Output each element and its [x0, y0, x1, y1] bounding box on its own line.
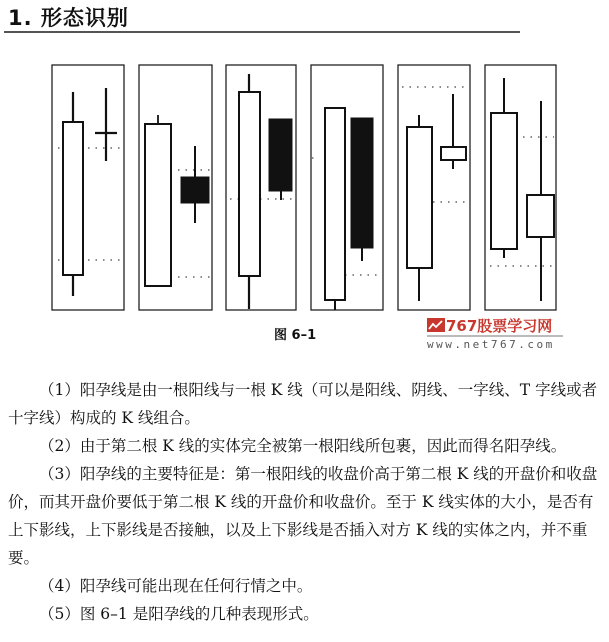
guide-lines [58, 87, 554, 277]
panel-frames [52, 65, 556, 310]
figure-caption: 图 6–1 [274, 328, 317, 343]
watermark-divider [427, 335, 563, 337]
panel-4 [325, 108, 373, 310]
paragraph-5: （5）图 6–1 是阳孕线的几种表现形式。 [39, 605, 319, 623]
watermark-site-name: 767股票学习网 [446, 317, 553, 335]
paragraph-1: （1）阳孕线是由一根阳线与一根 K 线（可以是阳线、阴线、一字线、T 字线或者十字线）构成的 K 线组合。 [8, 381, 598, 427]
trend-chart-icon [427, 318, 445, 332]
paragraph-2: （2）由于第二根 K 线的实体完全被第一根阳线所包裹，因此而得名阳孕线。 [39, 437, 567, 455]
watermark-url: www.net767.com [427, 338, 555, 351]
section-title: 1. 形态识别 [8, 6, 129, 30]
watermark [427, 318, 562, 358]
panel-3 [239, 74, 292, 309]
panel-6 [491, 78, 554, 301]
panel-1 [63, 88, 117, 296]
paragraph-4: （4）阳孕线可能出现在任何行情之中。 [39, 577, 313, 595]
panel-5 [407, 94, 466, 301]
paragraph-3: （3）阳孕线的主要特征是：第一根阳线的收盘价高于第二根 K 线的开盘价和收盘价，而其开盘价要低于第二根 K 线的开盘价和收盘价。至于 K 线实体的大小，是否有上下影线，上下影线是否接触，以及上下影线是否插入对方 K 线的实体之内，并不重要。 [8, 465, 598, 567]
candlestick-figure [0, 0, 609, 320]
panel-2 [145, 115, 209, 286]
